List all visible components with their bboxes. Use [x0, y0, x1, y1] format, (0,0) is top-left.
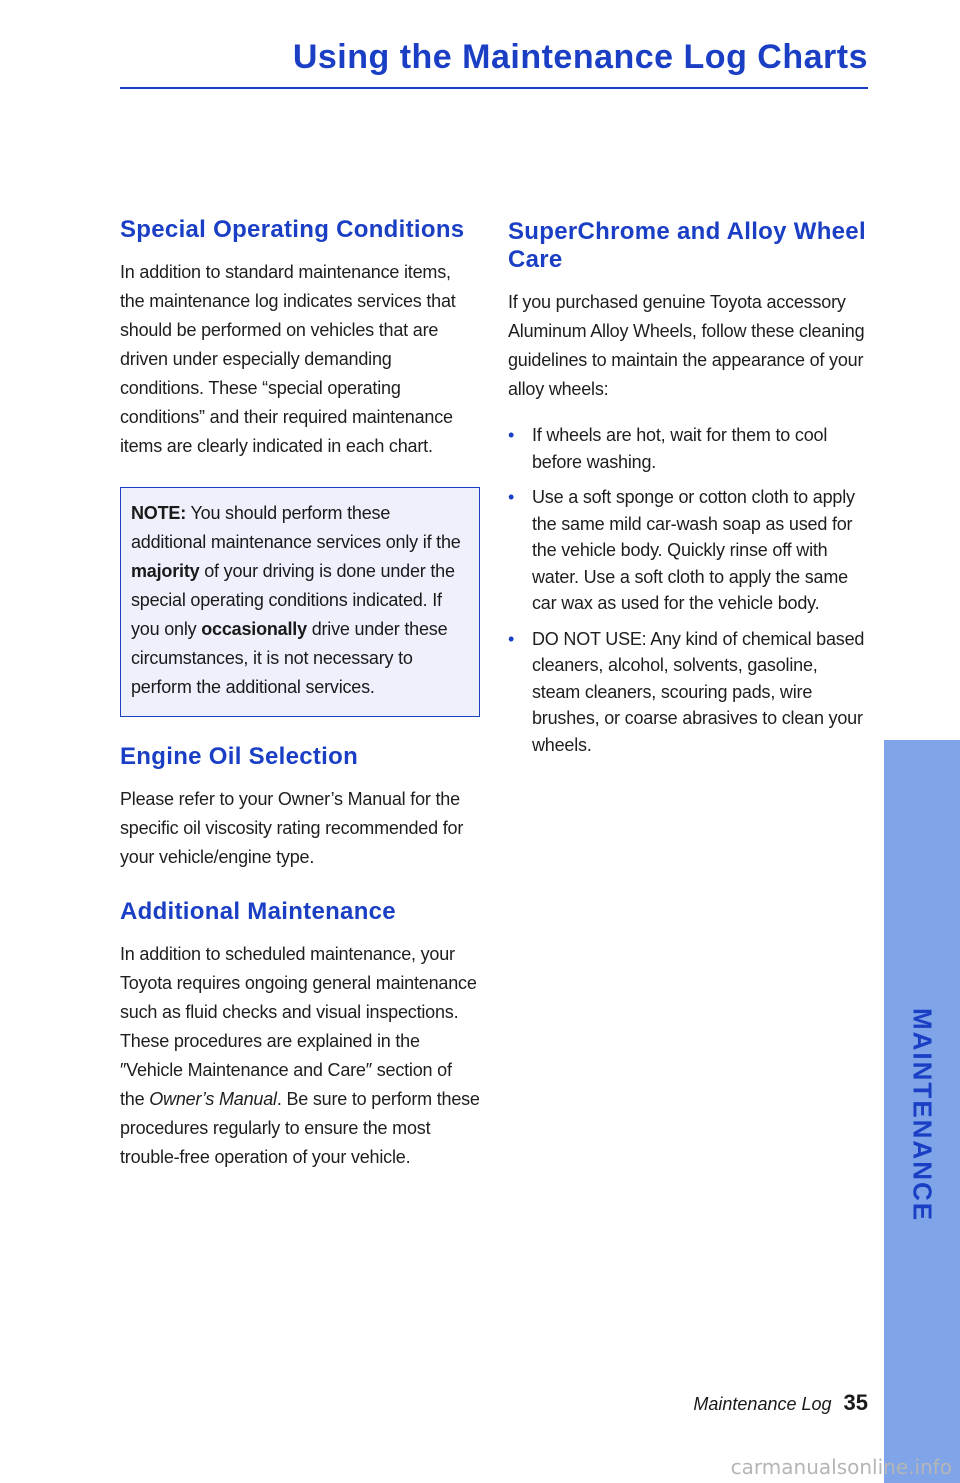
- engine-oil-body: Please refer to your Owner’s Manual for the specific oil viscosity rating recommended for your vehicle/engine type.: [120, 789, 464, 867]
- additional-maintenance-body: [120, 940, 480, 1172]
- note-label: NOTE:: [131, 503, 186, 523]
- left-column: [120, 216, 480, 1198]
- list-item: [508, 484, 868, 617]
- list-item-text: DO NOT USE: Any kind of chemical based cleaners, alcohol, solvents, gasoline, steam cleaners, scouring pads, wire brushes, or coarse abrasives to clean your wheels.: [532, 628, 865, 755]
- wheel-care-list: [508, 422, 868, 758]
- note-bold-occasionally: occasionally: [201, 619, 307, 639]
- special-conditions-heading: Special Operating Conditions: [120, 216, 465, 243]
- note-text-3: drive under these circumstances, it is not necessary to perform the additional services.: [131, 619, 448, 697]
- additional-body-1: In addition to scheduled maintenance, your Toyota requires ongoing general maintenance such as fluid checks and visual inspections. These procedures are explained in the ″Vehicle Maintenance and Care″ section of the: [120, 944, 477, 1109]
- list-item-text: Use a soft sponge or cotton cloth to apply the same mild car-wash soap as used for the vehicle body. Quickly rinse off with water. Use a soft cloth to apply the same car wax as used for the vehicle body.: [532, 487, 855, 613]
- note-box: [120, 487, 480, 717]
- additional-body-2: . Be sure to perform these procedures regularly to ensure the most trouble-free operation of your vehicle.: [120, 1089, 480, 1167]
- engine-oil-heading: Engine Oil Selection: [120, 743, 359, 770]
- wheel-care-intro: If you purchased genuine Toyota accessory Aluminum Alloy Wheels, follow these cleaning guidelines to maintain the appearance of your alloy wheels:: [508, 292, 865, 399]
- watermark: carmanualsonline.info: [730, 1455, 952, 1479]
- wheel-care-heading: SuperChrome and Alloy Wheel Care: [508, 218, 866, 273]
- special-conditions-body: In addition to standard maintenance items, the maintenance log indicates services that should be performed on vehicles that are driven under especially demanding conditions. These “special operating conditions” and their required maintenance items are clearly indicated in each chart.: [120, 262, 456, 456]
- bullet-icon: •: [508, 628, 515, 649]
- owners-manual-title: Owner’s Manual: [149, 1089, 277, 1109]
- page-title: Using the Maintenance Log Charts: [292, 38, 868, 76]
- wheel-care-section: [508, 218, 868, 758]
- footer-label: Maintenance Log: [693, 1394, 832, 1414]
- list-item: [508, 422, 868, 475]
- bullet-icon: •: [508, 487, 515, 507]
- note-bold-majority: majority: [131, 561, 200, 581]
- list-item-text: If wheels are hot, wait for them to cool before washing.: [532, 425, 828, 472]
- note-text: [131, 499, 469, 702]
- page-footer: [693, 1390, 868, 1416]
- list-item: [508, 626, 868, 759]
- title-divider: [120, 87, 868, 89]
- note-text-2: of your driving is done under the special operating conditions indicated. If you only: [131, 561, 455, 639]
- additional-maintenance-section: [120, 898, 480, 1172]
- note-text-1: You should perform these additional maintenance services only if the: [131, 503, 461, 552]
- engine-oil-section: [120, 743, 480, 872]
- side-tab-label: MAINTENANCE: [907, 1007, 938, 1223]
- page-number: 35: [843, 1390, 868, 1415]
- right-column: [508, 218, 868, 784]
- special-conditions-section: [120, 216, 480, 461]
- bullet-icon: •: [508, 425, 515, 445]
- additional-maintenance-heading: Additional Maintenance: [120, 898, 396, 925]
